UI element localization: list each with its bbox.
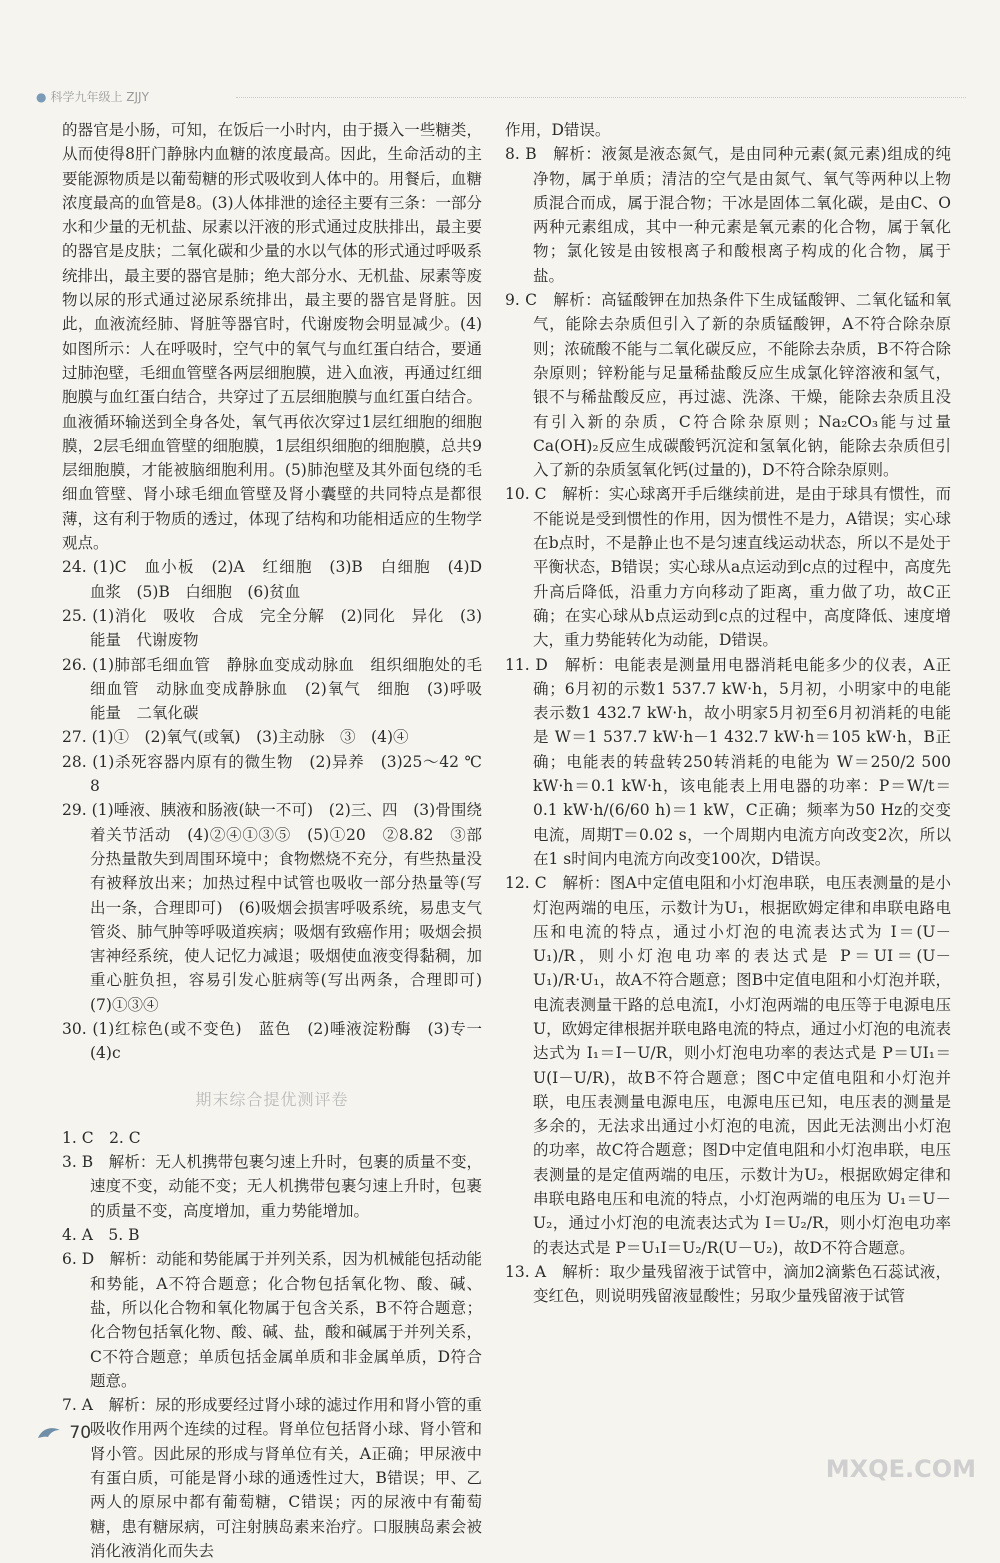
answer-12: 12. C 解析：图A中定值电阻和小灯泡串联，电压表测量的是小灯泡两端的电压，示数计为U₁，根据欧姆定律和串联电路电压和电流的特点，通过小灯泡的电流表达式为 I＝(U－U₁)/R，则小灯泡电功率的表达式是 P＝UI＝(U－U₁)/R·U₁，故A不符合题意；图B中定值电阻和小灯泡并联，电流表测量干路的总电流I，小灯泡两端的电压等于电源电压U，欧姆定律根据并联电路电流的特点，通过小灯泡的电流表达式为 I₁＝I－U/R，则小灯泡电功率的表达式是 P＝UI₁＝U(I－U/R)，故B不符合题意；图C中定值电阻和小灯泡并联，电压表测量电源电压，电源电压已知，电压表的测量是多余的，无法求出通过小灯泡的电流，因此无法测出小灯泡的功率，故C符合题意；图D中定值电阻和小灯泡串联，电压表测量的是定值两端的电压，示数计为U₂，根据欧姆定律和串联电路电压和电流的特点，小灯泡两端的电压为 U₁＝U－U₂，通过小灯泡的电流表达式为 I＝U₂/R，则小灯泡电功率的表达式是 P＝U₁I＝U₂/R(U－U₂)，故D不符合题意。: [505, 874, 951, 1257]
answer-3: 3. B 解析：无人机携带包裹匀速上升时，包裹的质量不变，速度不变，动能不变；无人机携带包裹匀速上升时，包裹的质量不变，高度增加，重力势能增加。: [62, 1153, 482, 1220]
answer-27: 27. (1)① (2)氧气(或氧) (3)主动脉 ③ (4)④: [62, 728, 409, 747]
answer-24: 24. (1)C 血小板 (2)A 红细胞 (3)B 白细胞 (4)D 血浆 (5)B 白细胞 (6)贫血: [62, 558, 498, 601]
page-footer: [36, 1423, 91, 1443]
answer-30: 30. (1)红棕色(或不变色) 蓝色 (2)唾液淀粉酶 (3)专一 (4)c: [62, 1019, 498, 1063]
answer-1-2: 1. C 2. C: [62, 1128, 141, 1147]
bullet-icon: ●: [36, 90, 47, 104]
answer-11: 11. D 解析：电能表是测量用电器消耗电能多少的仪表，A正确；6月初的示数1 537.7 kW·h，5月初，小明家中的电能表示数1 432.7 kW·h，故小明家5月初至6月初消耗的电能是 W＝1 537.7 kW·h－1 432.7 kW·h＝105 kW·h，B正确；电能表的转盘转250转消耗的电能为 W＝250/2 500 kW·h＝0.1 kW·h，该电能表上用电器的功率：P＝W/t＝0.1 kW·h/(6/60 h)＝1 kW，C正确；频率为50 Hz的交变电流，周期T＝0.02 s，一个周期内电流方向改变2次，所以在1 s时间内电流方向改变100次，D错误。: [505, 655, 951, 868]
right-column: [505, 118, 951, 1309]
page-number: 70: [69, 1423, 92, 1443]
answer-paragraph: 的器官是小肠，可知，在饭后一小时内，由于摄入一些糖类，从而使得8肝门静脉内血糖的浓度最高。因此，生命活动的主要能源物质是以葡萄糖的形式吸收到人体中的。用餐后，血糖浓度最高的血管是8。(3)人体排泄的途径主要有三条：一部分水和少量的无机盐、尿素以汗液的形式通过皮肤排出，最主要的器官是皮肤；二氧化碳和少量的水以气体的形式通过呼吸系统排出，最主要的器官是肺；绝大部分水、无机盐、尿素等废物以尿的形式通过泌尿系统排出，最主要的器官是肾脏。因此，血液流经肺、肾脏等器官时，代谢废物会明显减少。(4)如图所示：人在呼吸时，空气中的氧气与血红蛋白结合，要通过肺泡壁，毛细血管壁各两层细胞膜，进入血液，再通过红细胞膜与血红蛋白结合，共穿过了五层细胞膜与血红蛋白结合。血液循环输送到全身各处，氧气再依次穿过1层红细胞的细胞膜，2层毛细血管壁的细胞膜，1层组织细胞的细胞膜，总共9层细胞膜，才能被脑细胞利用。(5)肺泡壁及其外面包绕的毛细血管壁、肾小球毛细血管壁及肾小囊壁的共同特点是都很薄，这有利于物质的透过，体现了结构和功能相适应的生物学观点。: [62, 121, 482, 553]
answer-9: 9. C 解析：高锰酸钾在加热条件下生成锰酸钾、二氧化锰和氧气，能除去杂质但引入了新的杂质锰酸钾，A不符合除杂原则；浓硫酸不能与二氧化碳反应，不能除去杂质，B不符合除杂原则；锌粉能与足量稀盐酸反应生成氯化锌溶液和氢气，银不与稀盐酸反应，再过滤、洗涤、干燥，能除去杂质且没有引入新的杂质，C符合除杂原则；Na₂CO₃能与过量Ca(OH)₂反应生成碳酸钙沉淀和氢氧化钠，能除去杂质但引入了新的杂质氢氧化钙(过量的)，D不符合除杂原则。: [505, 291, 951, 480]
answer-28: 28. (1)杀死容器内原有的微生物 (2)异养 (3)25～42 ℃ 8: [62, 752, 498, 796]
header-title: 科学九年级上 ZJJY: [50, 90, 149, 104]
watermark: MXQE.COM: [825, 1455, 976, 1483]
answer-6: 6. D 解析：动能和势能属于并列关系，因为机械能包括动能和势能，A不符合题意；化合物包括氧化物、酸、碱、盐，所以化合物和氧化物属于包含关系，B不符合题意；化合物包括氧化物、酸、碱、盐，酸和碱属于并列关系，C不符合题意；单质包括金属单质和非金属单质，D符合题意。: [62, 1250, 482, 1390]
answer-25: 25. (1)消化 吸收 合成 完全分解 (2)同化 异化 (3)能量 代谢废物: [62, 606, 482, 650]
running-header: [36, 88, 966, 105]
answer-26: 26. (1)肺部毛细血管 静脉血变成动脉血 组织细胞处的毛细血管 动脉血变成静脉血 (2)氧气 细胞 (3)呼吸 能量 二氧化碳: [62, 655, 498, 723]
header-rule: [236, 97, 966, 98]
answer-4-5: 4. A 5. B: [62, 1226, 140, 1245]
answer-10: 10. C 解析：实心球离开手后继续前进，是由于球具有惯性，而不能说是受到惯性的作用，因为惯性不是力，A错误；实心球在b点时，不是静止也不是匀速直线运动状态，所以不是处于平衡状态，B错误；实心球从a点运动到c点的过程中，高度先升高后降低，沿重力方向移动了距离，重力做了功，故C正确；在实心球从b点运动到c点的过程中，高度降低、速度增大，重力势能转化为动能，D错误。: [505, 485, 951, 650]
left-column: [62, 118, 498, 1563]
section-title: 期末综合提优测评卷: [195, 1089, 349, 1109]
answer-8: 8. B 解析：液氮是液态氮气，是由同种元素(氮元素)组成的纯净物，属于单质；清洁的空气是由氮气、氧气等两种以上物质混合而成，属于混合物；干冰是固体二氧化碳，是由C、O两种元素组成，其中一种元素是氧元素的化合物，属于氧化物；氯化铵是由铵根离子和酸根离子构成的化合物，属于盐。: [505, 145, 951, 285]
answer-7: 7. A 解析：尿的形成要经过肾小球的滤过作用和肾小管的重吸收作用两个连续的过程。肾单位包括肾小球、肾小管和肾小管。因此尿的形成与肾单位有关，A正确；甲尿液中有蛋白质，可能是肾小球的通透性过大，B错误；甲、乙两人的原尿中都有葡萄糖，C错误；丙的尿液中有葡萄糖，患有糖尿病，可注射胰岛素来治疗。口服胰岛素会被消化液消化而失去: [62, 1396, 482, 1560]
dolphin-logo-icon: [36, 1424, 62, 1442]
answer-7-cont: 作用，D错误。: [505, 121, 611, 139]
answer-29: 29. (1)唾液、胰液和肠液(缺一不可) (2)三、四 (3)骨围绕着关节活动 (4)②④①③⑤ (5)①20 ②8.82 ③部分热量散失到周围环境中；食物燃烧不充分，有些热量没有被释放出来；加热过程中试管也吸收一部分热量等(写出一条，合理即可) (6)吸烟会损害呼吸系统，易患支气管炎、肺气肿等呼吸道疾病；吸烟有致癌作用；吸烟会损害神经系统，使人记忆力减退；吸烟使血液变得黏稠，加重心脏负担，容易引发心脏病等(写出两条，合理即可) (7)①③④: [62, 801, 498, 1014]
answer-13: 13. A 解析：取少量残留液于试管中，滴加2滴紫色石蕊试液，变红色，则说明残留液显酸性；另取少量残留液于试管: [505, 1262, 951, 1306]
